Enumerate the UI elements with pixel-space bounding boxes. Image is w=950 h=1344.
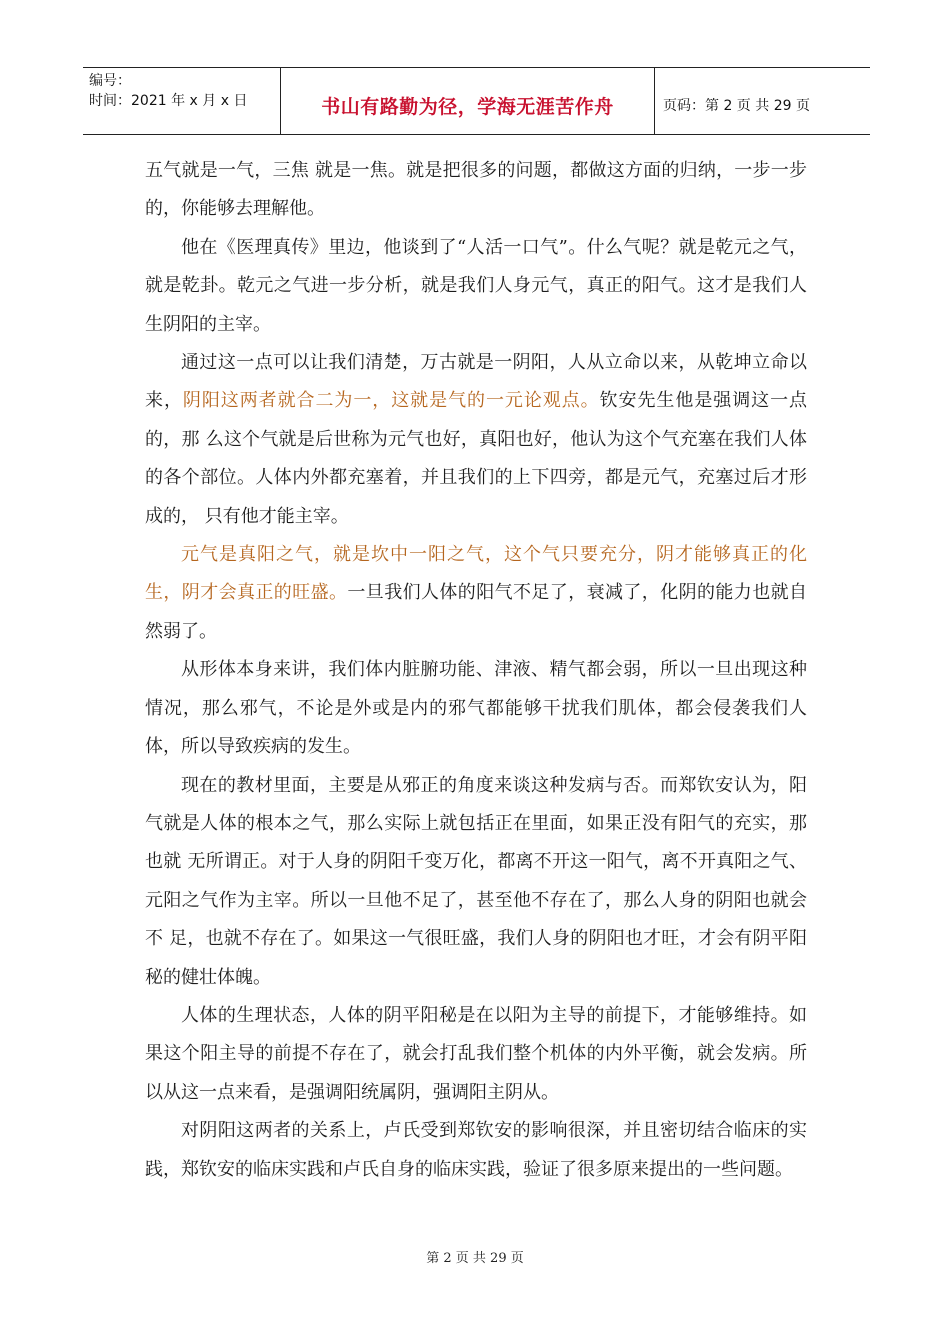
paragraph <box>145 997 807 1112</box>
paragraph <box>145 344 807 536</box>
header-motto-cell <box>281 68 655 134</box>
paragraph-text: 他在《医理真传》里边，他谈到了“人活一口气”。什么气呢？就是乾元之气，就是乾卦。乾元之气进一步分析，就是我们人身元气，真正的阳气。这才是我们人生阴阳的主宰。 <box>145 236 807 335</box>
paragraph-text: 一旦我们人体的阳气不足了，衰减了，化阴的能力也就自然弱了。 <box>145 582 808 642</box>
paragraph-text: 从形体本身来讲，我们体内脏腑功能、津液、精气都会弱，所以一旦出现这种情况，那么邪气，不论是外或是内的邪气都能够干扰我们肌体，都会侵袭我们人体，所以导致疾病的发生。 <box>145 659 807 758</box>
body-text <box>145 152 807 1189</box>
header-meta-cell <box>83 68 281 134</box>
page-footer <box>0 1247 950 1266</box>
footer-page-number: 第 2 页 共 29 页 <box>426 1251 524 1266</box>
page-header <box>83 67 870 135</box>
paragraph-text: 对阴阳这两者的关系上，卢氏受到郑钦安的影响很深，并且密切结合临床的实践，郑钦安的临床实践和卢氏自身的临床实践，验证了很多原来提出的一些问题。 <box>145 1120 807 1180</box>
highlighted-text: 元气是真阳之气，就是坎中一阳之气，这个气只要充分，阴才能够真正的化生，阴才会真正的旺盛。 <box>145 544 807 604</box>
paragraph <box>145 651 807 766</box>
highlighted-text: 阴阳这两者就合二为一，这就是气的一元论观点。 <box>182 390 600 412</box>
paragraph-text: 人体的生理状态，人体的阴平阳秘是在以阳为主导的前提下，才能够维持。如果这个阳主导的前提不存在了，就会打乱我们整个机体的内外平衡，就会发病。所以从这一点来看，是强调阳统属阴，强调阳主阴从。 <box>145 1004 807 1103</box>
header-page-info: 页码：第 2 页 共 29 页 <box>663 98 810 114</box>
paragraph-text: 现在的教材里面，主要是从邪正的角度来谈这种发病与否。而郑钦安认为，阳气就是人体的根本之气，那么实际上就包括正在里面，如果正没有阳气的充实，那也就 无所谓正。对于人身的阴阳千变万化，都离不开这一阳气，离不开真阳之气、元阳之气作为主宰。所以一旦他不足了，甚至他不存在了，那么人身的阴阳也就会不 足，也就不存在了。如果这一气很旺盛，我们人身的阴阳也才旺，才会有阴平阳秘的健壮体魄。 <box>145 774 807 988</box>
paragraph <box>145 152 807 229</box>
document-date-label: 时间：2021 年 x 月 x 日 <box>89 93 248 109</box>
paragraph-text: 钦安先生他是强调这一点的，那 么这个气就是后世称为元气也好，真阳也好，他认为这个气充塞在我们人体的各个部位。人体内外都充塞着，并且我们的上下四旁，都是元气，充塞过后才形成的， 只有他才能主宰。 <box>145 390 808 527</box>
paragraph <box>145 767 807 997</box>
paragraph <box>145 536 807 651</box>
paragraph <box>145 1112 807 1189</box>
paragraph-text: 五气就是一气，三焦 就是一焦。就是把很多的问题，都做这方面的归纳，一步一步的，你能够去理解他。 <box>145 160 807 220</box>
document-number-label: 编号： <box>89 73 131 89</box>
header-page-cell <box>655 68 870 134</box>
paragraph-text: 通过这一点可以让我们清楚，万古就是一阴阳，人从立命以来，从乾坤立命以来， <box>145 352 807 412</box>
header-motto: 书山有路勤为径，学海无涯苦作舟 <box>321 95 614 118</box>
paragraph <box>145 229 807 344</box>
